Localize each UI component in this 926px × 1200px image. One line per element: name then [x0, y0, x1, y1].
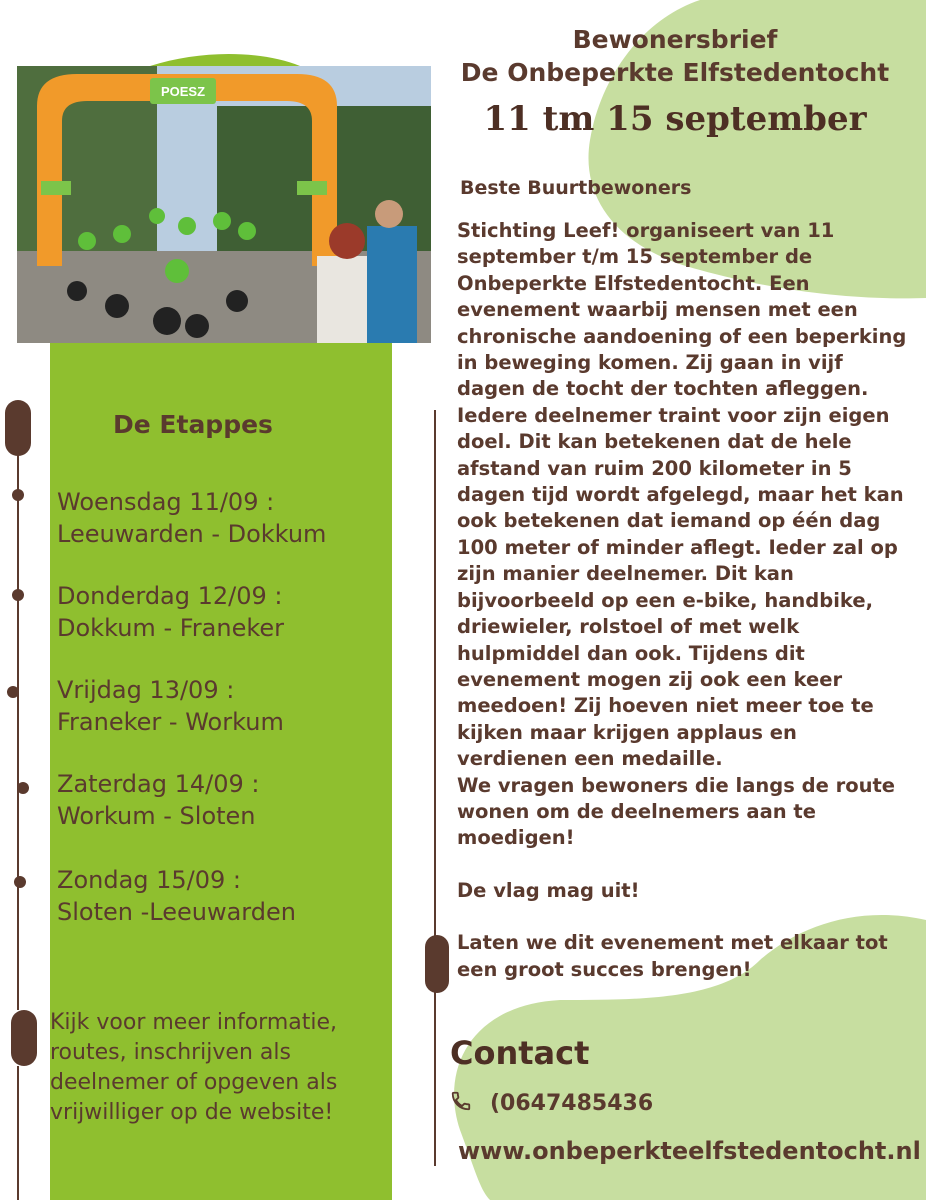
website-info-text: Kijk voor meer informatie, routes, inschrijven als deelnemer of opgeven als vrijwilliger op de website!	[50, 1010, 338, 1125]
letter-paragraph-4: Laten we dit evenement met elkaar tot een groot succes brengen!	[457, 931, 888, 981]
etappe-3-day: Vrijdag 13/09 :	[57, 676, 235, 704]
cyclists-start-photo	[17, 66, 431, 343]
phone-icon	[450, 1090, 472, 1116]
arch-logo-text: POESZ	[160, 84, 206, 99]
etappe-5-day: Zondag 15/09 :	[57, 866, 242, 894]
timeline-left-line	[17, 450, 19, 1010]
event-dates: 11 tm 15 september	[483, 99, 867, 139]
etappe-3-route: Franeker - Workum	[57, 708, 284, 736]
etappe-1-day: Woensdag 11/09 :	[57, 488, 275, 516]
etappe-4-day: Zaterdag 14/09 :	[57, 770, 260, 798]
timeline-dot-1	[12, 489, 24, 501]
timeline-dot-4	[17, 782, 29, 794]
letter-body	[457, 218, 907, 983]
etappe-2-route: Dokkum - Franeker	[57, 614, 285, 642]
letter-paragraph-3: De vlag mag uit!	[457, 878, 640, 902]
etappe-2-day: Donderdag 12/09 :	[57, 582, 283, 610]
timeline-right-pill	[425, 935, 449, 993]
timeline-top-pill	[5, 400, 31, 456]
timeline-dot-5	[14, 876, 26, 888]
greeting: Beste Buurtbewoners	[460, 177, 692, 199]
timeline-bottom-pill	[11, 1010, 37, 1066]
etappe-2	[57, 580, 284, 644]
timeline-dot-3	[7, 686, 19, 698]
etappe-1	[57, 486, 326, 550]
letter-title: Bewonersbrief	[572, 25, 778, 54]
letter-paragraph-2: We vragen bewoners die langs de route wonen om de deelnemers aan te moedigen!	[457, 773, 896, 850]
letter-paragraph-1: Stichting Leef! organiseert van 11 september t/m 15 september de Onbeperkte Elfstedentocht. Een evenement waarbij mensen met een chronische aandoening of een beperking in beweging komen. Zij gaan in vijf dagen de tocht der tochten afleggen. Iedere deelnemer traint voor zijn eigen doel. Dit kan betekenen dat de hele afstand van ruim 200 kilometer in 5 dagen tijd wordt afgelegd, maar het kan ook betekenen dat iemand op één dag 100 meter of minder aflegt. Ieder zal op zijn manier deelnemer. Dit kan bijvoorbeeld op een e-bike, handbike, driewieler, rolstoel of met welk hulpmiddel dan ook. Tijdens dit evenement mogen zij ook een keer meedoen! Zij hoeven niet meer toe te kijken maar krijgen applaus en verdienen een medaille.	[457, 219, 907, 771]
etappes-title: De Etappes	[113, 410, 273, 439]
etappe-3	[57, 674, 284, 738]
phone-row[interactable]	[450, 1090, 653, 1116]
etappe-1-route: Leeuwarden - Dokkum	[57, 520, 327, 548]
event-name: De Onbeperkte Elfstedentocht	[460, 58, 890, 87]
contact-title: Contact	[450, 1034, 590, 1072]
etappe-4	[57, 768, 259, 832]
timeline-left-line-bottom	[17, 1066, 19, 1200]
phone-number: (0647485436	[490, 1090, 654, 1116]
timeline-dot-2	[12, 589, 24, 601]
etappe-5-route: Sloten -Leeuwarden	[57, 898, 296, 926]
timeline-right-line	[434, 410, 436, 1166]
website-link[interactable]: www.onbeperkteelfstedentocht.nl	[458, 1137, 921, 1165]
etappe-5	[57, 864, 296, 928]
etappe-4-route: Workum - Sloten	[57, 802, 256, 830]
